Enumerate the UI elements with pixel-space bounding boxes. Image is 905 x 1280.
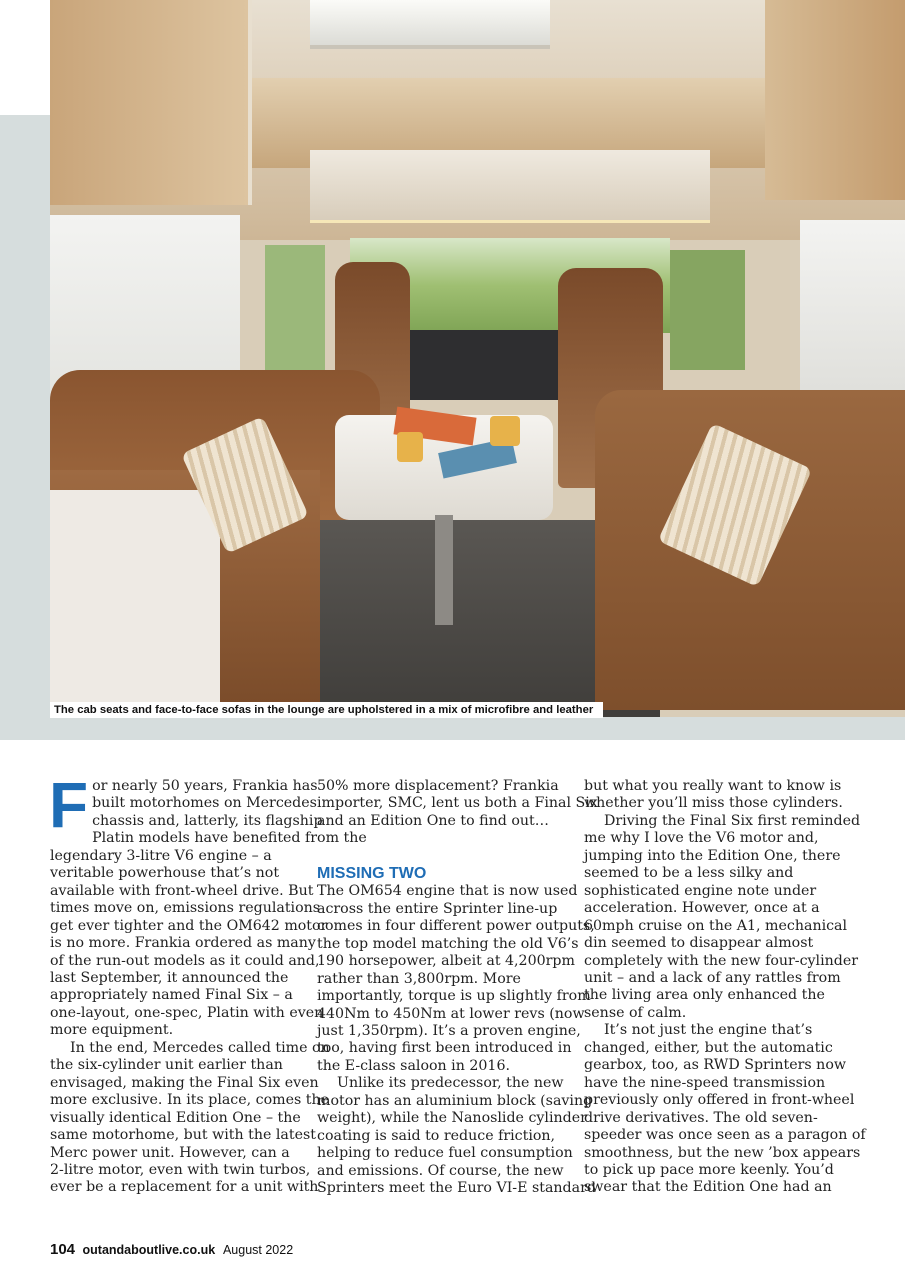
text-line: ever be a replacement for a unit with (50, 1179, 319, 1196)
text-line: comes in four different power outputs, (317, 918, 595, 935)
text-line: more exclusive. In its place, comes the (50, 1092, 330, 1109)
text-line: times move on, emissions regulations (50, 900, 321, 917)
text-line: previously only offered in front-wheel (584, 1092, 855, 1109)
text-line: is no more. Frankia ordered as many (50, 935, 316, 952)
text-line: drive derivatives. The old seven- (584, 1109, 818, 1126)
paragraph (584, 812, 861, 1022)
text-line: 2-litre motor, even with twin turbos, (50, 1161, 311, 1178)
text-line: din seemed to disappear almost (584, 935, 814, 952)
text-line: 60mph cruise on the A1, mechanical (584, 917, 848, 934)
text-line: weight), while the Nanoslide cylinder (317, 1110, 587, 1127)
text-line: built motorhomes on Mercedes (92, 795, 317, 812)
text-line: across the entire Sprinter line-up (317, 900, 558, 917)
paragraph (584, 1022, 866, 1197)
text-line: me why I love the V6 motor and, (584, 830, 819, 847)
text-line: 190 horsepower, albeit at 4,200rpm (317, 953, 575, 970)
text-line: importantly, torque is up slightly from (317, 988, 591, 1005)
text-line: smoothness, but the new ’box appears (584, 1144, 861, 1161)
text-line: the E-class saloon in 2016. (317, 1057, 510, 1074)
text-line: swear that the Edition One had an (584, 1179, 832, 1196)
text-line: unit – and a lack of any rattles from (584, 969, 841, 986)
website-link[interactable]: outandaboutlive.co.uk (82, 1243, 216, 1257)
text-line: importer, SMC, lent us both a Final Six (317, 795, 598, 812)
text-line: or nearly 50 years, Frankia has (92, 778, 318, 794)
text-line: acceleration. However, once at a (584, 900, 820, 917)
text-line: envisaged, making the Final Six even (50, 1074, 319, 1091)
text-line: motor has an aluminium block (saving (317, 1092, 593, 1109)
paragraph (49, 769, 367, 1040)
text-line: 50% more displacement? Frankia (317, 778, 559, 794)
text-line: more equipment. (50, 1022, 174, 1039)
text-line: In the end, Mercedes called time on (70, 1039, 330, 1056)
text-line: 440Nm to 450Nm at lower revs (now (317, 1005, 585, 1022)
text-line: last September, it announced the (50, 969, 289, 986)
text-line: of the run-out models as it could and, (50, 952, 320, 969)
text-line: changed, either, but the automatic (584, 1039, 833, 1056)
text-line: gearbox, too, as RWD Sprinters now (584, 1057, 847, 1074)
text-line: Sprinters meet the Euro VI-E standard (317, 1180, 596, 1197)
text-line: Platin models have benefited from the (92, 830, 367, 847)
text-line: Merc power unit. However, can a (50, 1144, 290, 1161)
text-line: coating is said to reduce friction, (317, 1127, 556, 1144)
article-column-3 (584, 778, 866, 1197)
text-line: jumping into the Edition One, there (584, 847, 841, 864)
page-footer (50, 1241, 293, 1258)
text-line: seemed to be a less silky and (584, 865, 794, 882)
text-line: get ever tighter and the OM642 motor (50, 917, 328, 934)
article-column-2 (317, 778, 598, 1198)
text-line: Driving the Final Six first reminded (604, 812, 861, 829)
text-line: appropriately named Final Six – a (50, 987, 293, 1004)
paragraph (317, 883, 595, 1075)
photo-caption: The cab seats and face-to-face sofas in the lounge are upholstered in a mix of microfibre and leather (50, 702, 603, 718)
page-number: 104 (50, 1241, 76, 1258)
text-line: same motorhome, but with the latest (50, 1127, 316, 1144)
text-line: chassis and, latterly, its flagship (92, 812, 323, 829)
text-line: whether you’ll miss those cylinders. (584, 795, 843, 812)
text-line: legendary 3-litre V6 engine – a (50, 847, 272, 864)
text-line: and an Edition One to find out… (317, 812, 549, 829)
text-line: just 1,350rpm). It’s a proven engine, (317, 1022, 581, 1039)
paragraph (317, 1075, 596, 1197)
text-line: veritable powerhouse that’s not (50, 865, 280, 882)
text-line: sophisticated engine note under (584, 882, 817, 899)
section-heading: MISSING TWO (317, 865, 427, 883)
paragraph (584, 778, 843, 813)
paragraph (50, 1039, 330, 1197)
text-line: visually identical Edition One – the (50, 1109, 301, 1126)
text-line: sense of calm. (584, 1004, 687, 1021)
text-line: the living area only enhanced the (584, 987, 825, 1004)
motorhome-interior-photo (50, 0, 905, 717)
text-line: the six-cylinder unit earlier than (50, 1057, 283, 1074)
text-line: speeder was once seen as a paragon of (584, 1127, 866, 1144)
article-column-1 (49, 769, 367, 1197)
text-line: have the nine-speed transmission (584, 1074, 826, 1091)
paragraph (317, 778, 598, 830)
text-line: completely with the new four-cylinder (584, 952, 859, 969)
issue-date: August 2022 (222, 1243, 294, 1257)
text-line: Unlike its predecessor, the new (337, 1075, 564, 1092)
text-line: to pick up pace more keenly. You’d (584, 1161, 834, 1178)
text-line: It’s not just the engine that’s (604, 1022, 813, 1039)
text-line: the top model matching the old V6’s (317, 935, 579, 952)
text-line: too, having first been introduced in (317, 1040, 572, 1057)
drop-cap: F (49, 769, 89, 841)
text-line: rather than 3,800rpm. More (317, 970, 521, 987)
text-line: available with front-wheel drive. But (50, 882, 314, 899)
text-line: helping to reduce fuel consumption (317, 1145, 573, 1162)
text-line: and emissions. Of course, the new (317, 1162, 564, 1179)
text-line: one-layout, one-spec, Platin with even (50, 1004, 324, 1021)
text-line: but what you really want to know is (584, 778, 842, 794)
text-line: The OM654 engine that is now used (317, 883, 578, 900)
